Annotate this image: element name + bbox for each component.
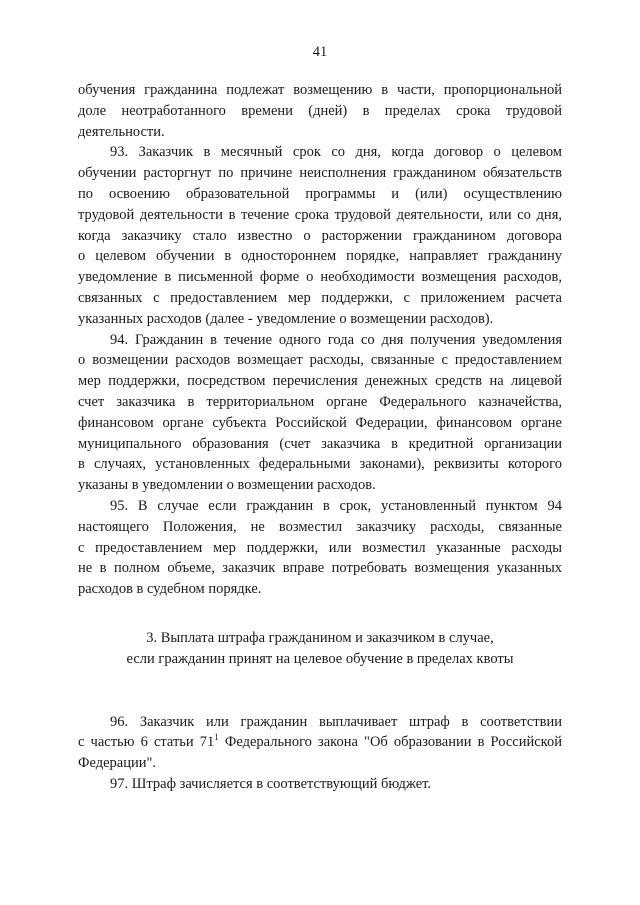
- text-line: обучении расторгнут по причине неисполнения гражданином обязательств: [78, 165, 562, 182]
- text-line: муниципального образования (счет заказчика в кредитной организации: [78, 435, 562, 452]
- text-line: указаны в уведомлении о возмещении расходов.: [78, 477, 376, 494]
- text-line: финансовом органе субъекта Российской Федерации, финансовом органе: [78, 414, 562, 431]
- text-line: обучения гражданина подлежат возмещению в части, пропорциональной: [78, 82, 562, 98]
- text-line: о целевом обучении в одностороннем порядке, направляет гражданину: [78, 248, 562, 265]
- text-line: с предоставлением мер поддержки, или возместил указанные расходы: [78, 539, 562, 556]
- spacer: [78, 600, 562, 628]
- text-line: доле неотработанного времени (дней) в пределах срока трудовой: [78, 102, 562, 119]
- text-line: мер поддержки, посредством перечисления денежных средств на лицевой: [78, 373, 562, 390]
- text-line: деятельности.: [78, 123, 165, 140]
- text-fragment: Федерального закона "Об образовании в Российской: [218, 734, 562, 751]
- text-line: указанных расходов (далее - уведомление о возмещении расходов).: [78, 310, 494, 327]
- paragraph-95: [78, 496, 562, 600]
- paragraph-96: [78, 712, 562, 774]
- text-line: трудовой деятельности в течение срока трудовой деятельности, или со дня,: [78, 206, 562, 223]
- text-line: по освоению образовательной программы и (или) осуществлению: [78, 185, 562, 202]
- section-heading: [78, 628, 562, 670]
- page-number: 41: [312, 44, 328, 60]
- document-body: [78, 80, 562, 795]
- text-line: связанных с предоставлением мер поддержки, с приложением расчета: [78, 289, 562, 306]
- text-line: настоящего Положения, не возместил заказчику расходы, связанные: [78, 518, 562, 535]
- text-line: счет заказчика в территориальном органе Федерального казначейства,: [78, 393, 562, 410]
- paragraph-94: [78, 330, 562, 496]
- text-line: не в полном объеме, заказчик вправе потребовать возмещения указанных: [78, 560, 562, 577]
- text-line: расходов в судебном порядке.: [78, 581, 262, 598]
- paragraph-93: [78, 142, 562, 329]
- text-line: 96. Заказчик или гражданин выплачивает штраф в соответствии: [110, 713, 562, 730]
- text-line: в случаях, установленных федеральными законами), реквизиты которого: [78, 456, 562, 473]
- text-line: уведомление в письменной форме о необходимости возмещения расходов,: [78, 269, 562, 286]
- text-line: 97. Штраф зачисляется в соответствующий бюджет.: [110, 775, 432, 792]
- heading-line: если гражданин принят на целевое обучение в пределах квоты: [126, 650, 514, 667]
- text-fragment: с частью 6 статьи 71: [78, 734, 215, 751]
- paragraph-97: [78, 774, 562, 795]
- text-line: когда заказчику стало известно о расторжении гражданином договора: [78, 227, 562, 244]
- text-line: о возмещении расходов возмещает расходы, связанные с предоставлением: [78, 352, 562, 369]
- spacer: [78, 670, 562, 698]
- text-line: Федерации".: [78, 755, 157, 772]
- paragraph-continuation: [78, 80, 562, 142]
- text-line: 94. Гражданин в течение одного года со дня получения уведомления: [110, 331, 562, 348]
- heading-line: 3. Выплата штрафа гражданином и заказчиком в случае,: [146, 629, 494, 646]
- superscript: 1: [214, 732, 219, 743]
- text-line: 93. Заказчик в месячный срок со дня, когда договор о целевом: [110, 144, 562, 161]
- text-line: [78, 732, 562, 753]
- spacer: [78, 698, 562, 712]
- text-line: 95. В случае если гражданин в срок, установленный пунктом 94: [110, 497, 562, 514]
